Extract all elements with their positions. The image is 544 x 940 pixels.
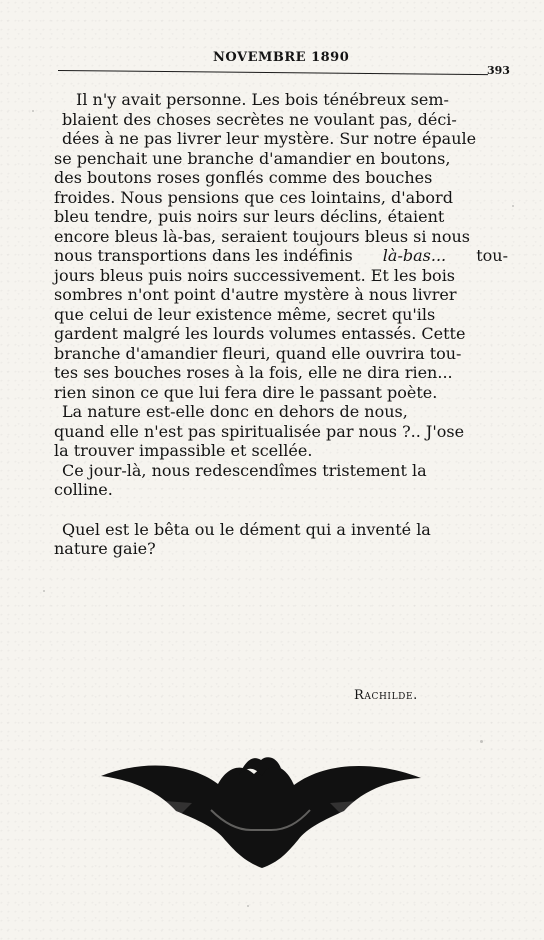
text-line: nous transportions dans les indéfinis là-bas... tou- (54, 246, 508, 265)
paper-speck (480, 740, 483, 743)
text-line: Quel est le bêta ou le dément qui a inventé la (62, 519, 431, 539)
text-line: dées à ne pas livrer leur mystère. Sur notre épaule (62, 129, 477, 148)
text-line: La nature est-elle donc en dehors de nous, (62, 402, 408, 421)
text-line: se penchait une branche d'amandier en boutons, (54, 148, 451, 168)
page-number: 393 (487, 64, 510, 77)
paragraph-gap (54, 500, 508, 520)
paper-speck (512, 205, 514, 207)
text-line: nature gaie? (54, 539, 156, 558)
text-line: des boutons roses gonflés comme des bouches (54, 168, 433, 187)
paper-speck (32, 110, 34, 112)
body-text (54, 90, 508, 559)
text-line: Ce jour-là, nous redescendîmes tristement la (62, 460, 427, 480)
text-line: Il n'y avait personne. Les bois ténébreux sem- (76, 90, 449, 109)
running-head: NOVEMBRE 1890 (213, 50, 350, 65)
text-line: gardent malgré les lourds volumes entassés. Cette (54, 324, 466, 343)
paper-speck (247, 905, 249, 907)
text-line: encore bleus là-bas, seraient toujours bleus si nous (54, 226, 471, 246)
text-line: bleu tendre, puis noirs sur leurs déclins, étaient (54, 207, 445, 226)
text-line: branche d'amandier fleuri, quand elle ouvrira tou- (54, 343, 462, 363)
bat-vignette-icon (101, 750, 421, 870)
author-signature: Rachilde. (354, 688, 418, 703)
text-line: sombres n'ont point d'autre mystère à nous livrer (54, 285, 457, 304)
paper-speck (43, 590, 45, 592)
text-line: tes ses bouches roses à la fois, elle ne dira rien... (54, 363, 453, 382)
text-line: la trouver impassible et scellée. (54, 441, 313, 460)
text-line: que celui de leur existence même, secret qu'ils (54, 304, 436, 324)
text-line: blaient des choses secrètes ne voulant pas, déci- (62, 109, 457, 129)
text-line: froides. Nous pensions que ces lointains, d'abord (54, 187, 453, 207)
header-rule (58, 70, 488, 75)
text-line: rien sinon ce que lui fera dire le passant poète. (54, 382, 438, 402)
text-line: colline. (54, 480, 113, 499)
text-line: quand elle n'est pas spiritualisée par nous ?.. J'ose (54, 421, 465, 441)
text-line: jours bleus puis noirs successivement. Et les bois (54, 265, 456, 285)
